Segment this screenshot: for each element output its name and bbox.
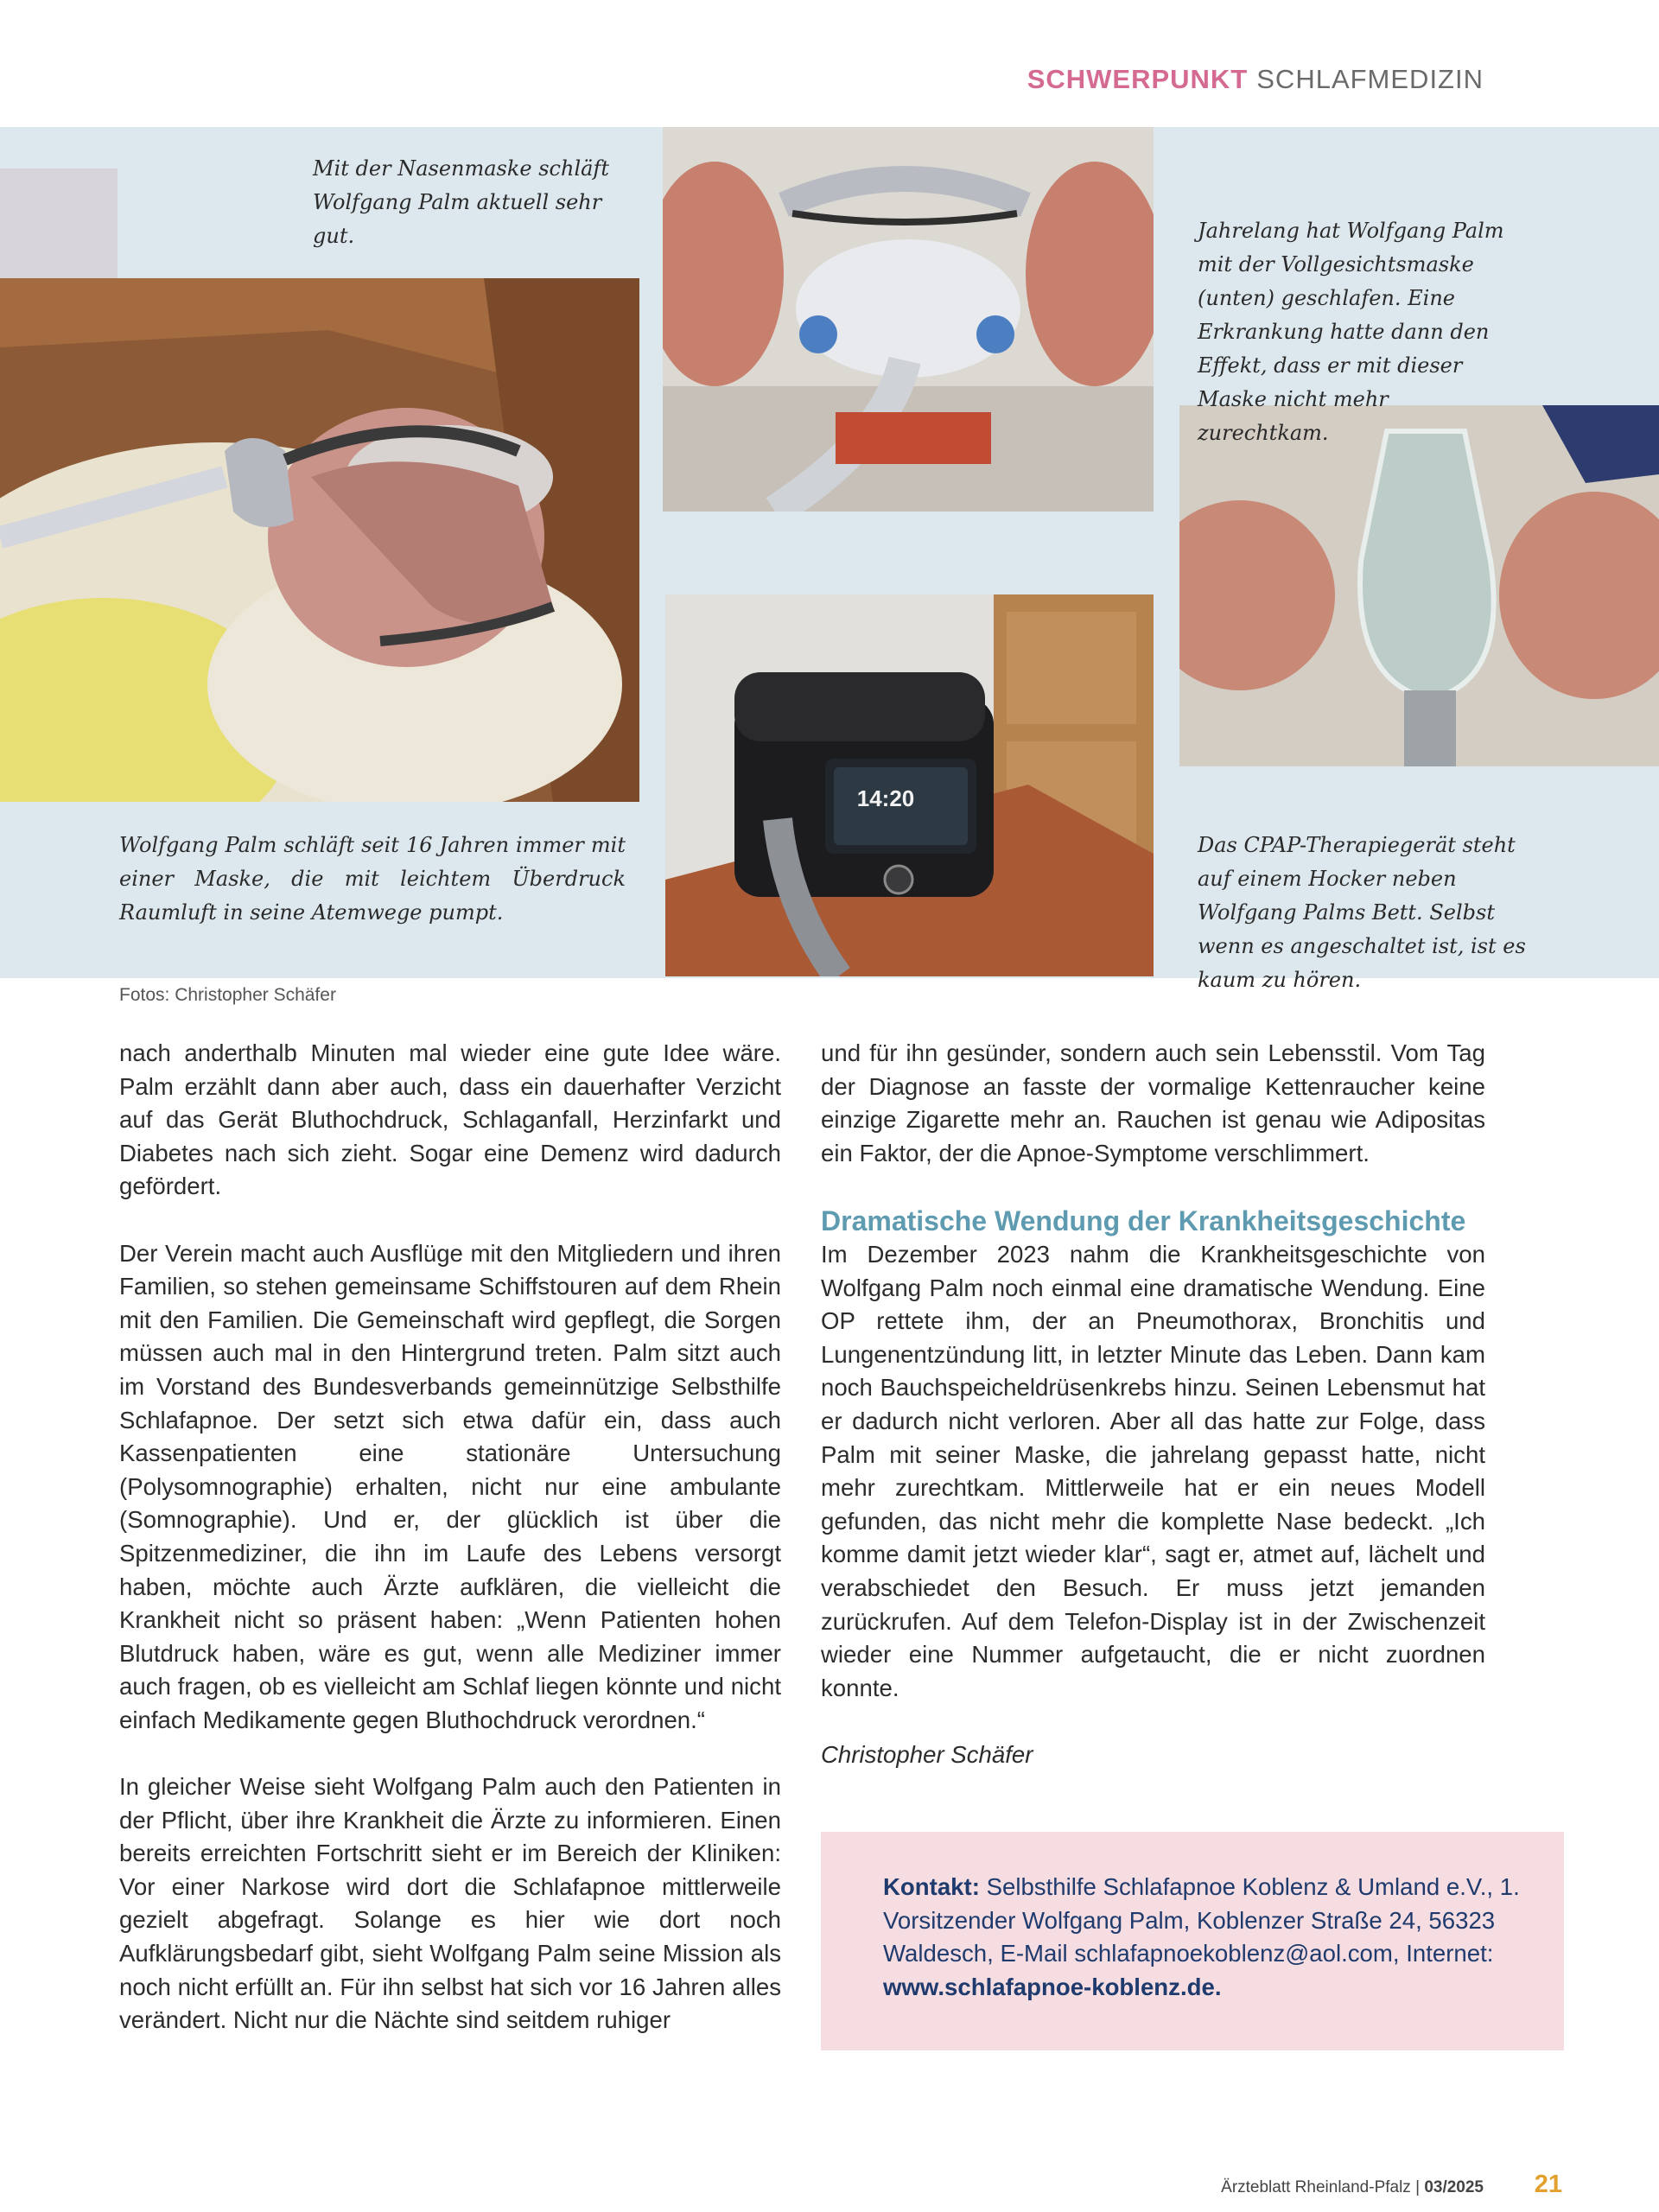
author-byline: Christopher Schäfer [821,1740,1033,1768]
section-topic: SCHLAFMEDIZIN [1256,64,1484,94]
photo-nasal-mask [663,127,1154,512]
caption-full-face-mask: Jahrelang hat Wolfgang Palm mit der Vollgesichtsmaske (unten) geschlafen. Eine Erkrankung hatte dann den Effekt, dass er mit dieser Maske nicht mehr zurechtkam. [1198,219,1504,445]
caption-nasal-mask: Mit der Nasenmaske schläft Wolfgang Palm aktuell sehr gut. [313,156,609,248]
decorative-tab [0,168,118,279]
article-column-left [119,1037,781,2037]
running-header [1027,64,1484,95]
caption-sleeping: Wolfgang Palm schläft seit 16 Jahren immer mit einer Maske, die mit leichtem Überdruck Raumluft in seine Atemwege pumpt. [119,833,626,925]
caption-cpap: Das CPAP-Therapiegerät steht auf einem Hocker neben Wolfgang Palms Bett. Selbst wenn es angeschaltet ist, ist es kaum zu hören. [1198,833,1526,992]
issue-number: 03/2025 [1424,2178,1484,2196]
section-heading: Dramatische Wendung der Krankheitsgeschichte [821,1205,1466,1236]
article-column-right [821,1037,1485,1805]
website-link[interactable]: www.schlafapnoe-koblenz.de. [883,1973,1222,2000]
paragraph: Im Dezember 2023 nahm die Krankheitsgeschichte von Wolfgang Palm noch einmal eine dramatische Wendung. Eine OP rettete ihm, der an Pneumothorax, Bronchitis und Lungenentzündung litt, in letzter Minute das Leben. Dann kam noch Bauchspeicheldrüsenkrebs hinzu. Seinen Lebensmut hat er dadurch nicht verloren. Aber all das hatte zur Folge, dass Palm mit seiner Maske, die jahrelang gepasst hatte, nicht mehr zurechtkam. Mittlerweile hat er ein neues Modell gefunden, das nicht mehr die komplette Nase bedeckt. „Ich komme damit jetzt wieder klar“, sagt er, atmet auf, lächelt und verabschiedet den Besuch. Er muss jetzt jemanden zurückrufen. Auf dem Telefon-Display ist in der Zwischenzeit wieder eine Nummer aufgetaucht, die er nicht zuordnen konnte. [821,1240,1485,1701]
photo-full-face-mask [1179,405,1659,766]
paragraph: nach anderthalb Minuten mal wieder eine gute Idee wäre. Palm erzählt dann aber auch, dass ein dauerhafter Verzicht auf das Gerät Bluthochdruck, Schlaganfall, Herzinfarkt und Diabetes nach sich zieht. Sogar eine Demenz wird dadurch gefördert. [119,1039,781,1200]
paragraph: In gleicher Weise sieht Wolfgang Palm auch den Patienten in der Pflicht, über ihre Krankheit die Ärzte zu informieren. Einen bereits erreichten Fortschritt sieht er im Bereich der Kliniken: Vor einer Narkose wird dort die Schlafapnoe mittlerweile gezielt abgefragt. Solange es hier wie dort noch Aufklärungsbedarf gibt, sieht Wolfgang Palm seine Mission als noch nicht erfüllt an. Für ihn selbst hat sich vor 16 Jahren alles verändert. Nicht nur die Nächte sind seitdem ruhiger [119,1773,781,2034]
photo-cpap-device [665,594,1154,976]
photo-sleeping-with-mask [0,278,639,802]
photo-credit: Fotos: Christopher Schäfer [119,985,336,1005]
publication-name: Ärzteblatt Rheinland-Pfalz | [1221,2178,1425,2196]
contact-details: Selbsthilfe Schlafapnoe Koblenz & Umland e.V., 1. Vorsitzender Wolfgang Palm, Koblenzer Straße 24, 56323 Waldesch, E-Mail schlafapnoekoblenz@aol.com, [883,1873,1520,1967]
page-number: 21 [1534,2171,1562,2198]
contact-text [883,1871,1540,2004]
section-kicker: SCHWERPUNKT [1027,64,1249,94]
footer-publication [1221,2178,1484,2197]
paragraph: Der Verein macht auch Ausflüge mit den Mitgliedern und ihren Familien, so stehen gemeinsame Schiffstouren auf dem Rhein mit den Familien. Die Gemeinschaft wird gepflegt, die Sorgen müssen auch mal in den Hintergrund treten. Palm sitzt auch im Vorstand des Bundesverbands gemeinnützige Selbsthilfe Schlafapnoe. Der setzt sich etwa dafür ein, dass auch Kassenpatienten eine stationäre Untersuchung (Polysomnographie) erhalten, nicht nur eine ambulante (Somnographie). Und er, der glücklich ist über die Spitzenmediziner, die ihn im Laufe des Lebens versorgt haben, möchte auch Ärzte aufklären, die vielleicht die Krankheit nicht so präsent haben: „Wenn Patienten hohen Blutdruck haben, wäre es gut, wenn alle Mediziner immer auch fragen, ob es vielleicht am Schlaf liegen könnte und nicht einfach Medikamente gegen Bluthochdruck verordnen.“ [119,1239,781,1733]
contact-label: Kontakt: [883,1873,980,1900]
internet-label: Internet: [1406,1940,1494,1967]
paragraph: und für ihn gesünder, sondern auch sein Lebensstil. Vom Tag der Diagnose an fasste der vormalige Kettenraucher keine einzige Zigarette mehr an. Rauchen ist genau wie Adipositas ein Faktor, der die Apnoe-Symptome verschlimmert. [821,1039,1485,1166]
contact-box [821,1832,1564,2050]
device-display-time: 14:20 [856,785,915,811]
